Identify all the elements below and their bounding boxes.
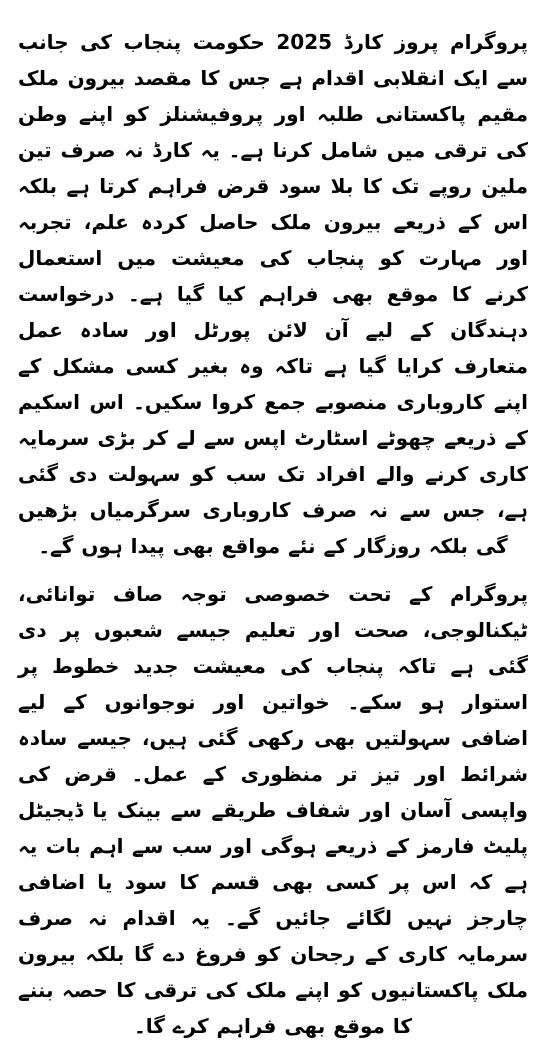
article-paragraph-1: پروگرام پروز کارڈ 2025 حکومت پنجاب کی جانب سے ایک انقلابی اقدام ہے جس کا مقصد بیرون ملک مقیم پاکستانی طلبہ اور پروفیشنلز کو اپنے وطن کی ترقی میں شامل کرنا ہے۔ یہ کارڈ نہ صرف تین ملین روپے تک کا بلا سود قرض فراہم کرتا ہے بلکہ اس کے ذریعے بیرون ملک حاصل کردہ علم، تجربہ اور مہارت کو پنجاب کی معیشت میں استعمال کرنے کا موقع بھی فراہم کیا گیا ہے۔ درخواست دہندگان کے لیے آن لائن پورٹل اور سادہ عمل متعارف کرایا گیا ہے تاکہ وہ بغیر کسی مشکل کے اپنے کاروباری منصوبے جمع کروا سکیں۔ اس اسکیم کے ذریعے چھوٹے اسٹارٹ اپس سے لے کر بڑی سرمایہ کاری کرنے والے افراد تک سب کو سہولت دی گئی ہے، جس سے نہ صرف کاروباری سرگرمیاں بڑھیں گی بلکہ روزگار کے نئے مواقع بھی پیدا ہوں گے۔: [18, 30, 528, 558]
article-paragraph-2: پروگرام کے تحت خصوصی توجہ صاف توانائی، ٹیکنالوجی، صحت اور تعلیم جیسے شعبوں پر دی گئی ہے تاکہ پنجاب کی معیشت جدید خطوط پر استوار ہو سکے۔ خواتین اور نوجوانوں کے لیے اضافی سہولتیں بھی رکھی گئی ہیں، جیسے سادہ شرائط اور تیز تر منظوری کے عمل۔ قرض کی واپسی آسان اور شفاف طریقے سے بینک یا ڈیجیٹل پلیٹ فارمز کے ذریعے ہوگی اور سب سے اہم بات یہ ہے کہ اس پر کسی بھی قسم کا سود یا اضافی چارجز نہیں لگائے جائیں گے۔ یہ اقدام نہ صرف سرمایہ کاری کے رجحان کو فروغ دے گا بلکہ بیرون ملک پاکستانیوں کو اپنے ملک کی ترقی کا حصہ بننے کا موقع بھی فراہم کرے گا۔: [18, 582, 528, 1038]
